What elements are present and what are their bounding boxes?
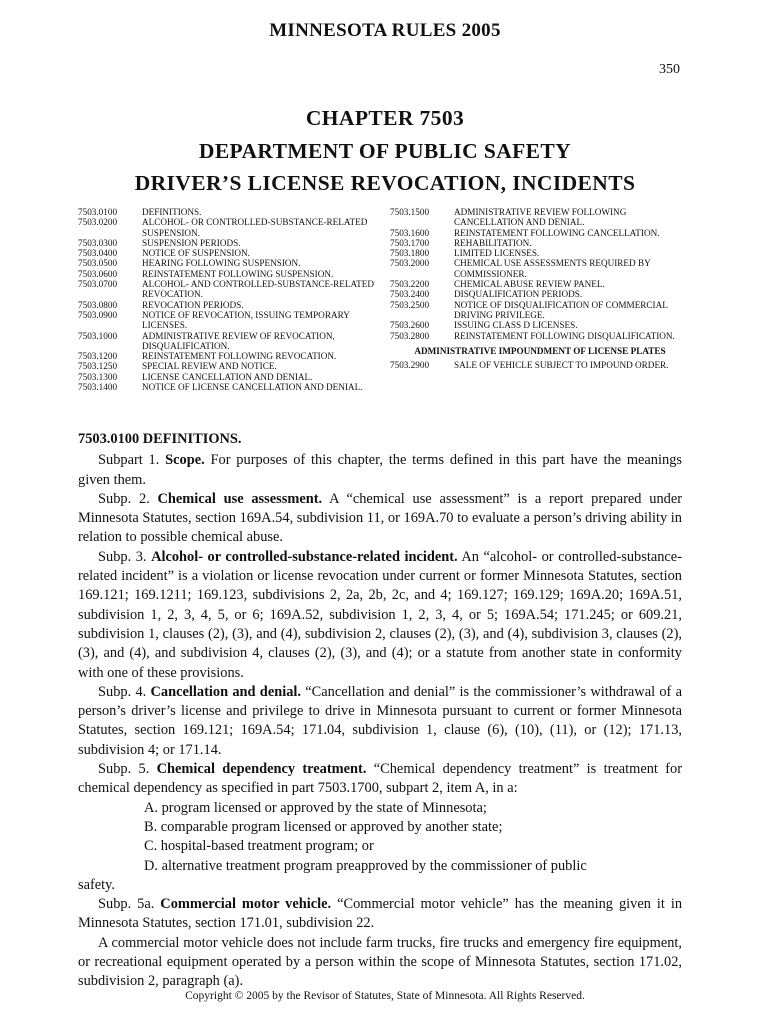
toc-entry-number: 7503.0900: [78, 309, 118, 320]
toc-entry-number: 7503.0300: [78, 237, 118, 248]
subpart-lead: Subp. 2.: [98, 490, 150, 507]
toc-entry-number: 7503.0700: [78, 279, 118, 290]
toc-entry-number: 7503.1700: [390, 237, 430, 248]
toc-entry-title: HEARING FOLLOWING SUSPENSION.: [142, 258, 301, 269]
toc-entry-title: REINSTATEMENT FOLLOWING DISQUALIFICATION.: [454, 330, 675, 341]
toc-entry-number: 7503.0100: [78, 207, 118, 217]
toc-entry-number: 7503.2500: [390, 299, 430, 310]
toc-entry-number: 7503.1800: [390, 248, 430, 259]
list-item: C. hospital-based treatment program; or: [144, 838, 374, 855]
toc-entry: [390, 279, 690, 289]
list-item-d-continued: safety.: [78, 876, 116, 893]
toc-entry-title: SUSPENSION PERIODS.: [142, 237, 241, 248]
running-head: MINNESOTA RULES 2005: [269, 20, 501, 41]
toc-entry-title: NOTICE OF SUSPENSION.: [142, 248, 250, 259]
subp-5a-lead: Subp. 5a.: [98, 896, 155, 913]
copyright-footer: Copyright © 2005 by the Revisor of Statutes, State of Minnesota. All Rights Reserved.: [185, 990, 585, 1002]
toc-entry-number: 7503.2600: [390, 320, 430, 331]
toc-entry-title: CHEMICAL USE ASSESSMENTS REQUIRED BY COMMISSIONER.: [454, 258, 651, 279]
toc-entry-title: ALCOHOL- OR CONTROLLED-SUBSTANCE-RELATED SUSPENSION.: [142, 217, 368, 238]
toc-entry: [390, 228, 690, 238]
subpart-text: A “chemical use assessment” is a report prepared under Minnesota Statutes, section 169A.54, subdivision 11, or 169A.70 to evaluate a person’s driving ability in relation to possible chemical abuse.: [78, 490, 683, 546]
subpart-paragraph: [78, 451, 682, 490]
subject-title: DRIVER’S LICENSE REVOCATION, INCIDENTS: [134, 171, 636, 195]
toc-entry-title: REVOCATION PERIODS.: [142, 299, 244, 310]
toc-entry-title: ISSUING CLASS D LICENSES.: [454, 320, 578, 331]
toc-entry: [78, 361, 378, 371]
body-text: [78, 430, 682, 992]
toc-entry-number: 7503.2900: [390, 360, 430, 371]
toc-entry-title: ALCOHOL- AND CONTROLLED-SUBSTANCE-RELATED REVOCATION.: [142, 279, 374, 300]
toc-entry-title: ADMINISTRATIVE REVIEW FOLLOWING CANCELLATION AND DENIAL.: [454, 207, 627, 228]
toc-entry-number: 7503.0400: [78, 248, 118, 259]
toc-subheading: ADMINISTRATIVE IMPOUNDMENT OF LICENSE PLATES: [414, 345, 666, 356]
toc-entry: [390, 360, 690, 370]
toc-entry-number: 7503.0500: [78, 258, 118, 269]
toc-entry-title: DEFINITIONS.: [142, 207, 202, 217]
toc-entry-title: DISQUALIFICATION PERIODS.: [454, 289, 583, 300]
subpart-paragraph: [78, 490, 682, 548]
toc-entry-number: 7503.1300: [78, 371, 118, 382]
toc-entry: [390, 300, 690, 321]
toc-entry: [78, 269, 378, 279]
subpart-text: “Cancellation and denial” is the commissioner’s withdrawal of a person’s driver’s license and privilege to drive in Minnesota pursuant to current or former Minnesota Statutes, section 169.121; 169A.54; 171.04, subdivision 1, clause (6), (10), (11), or (12); 171.13, subdivision 4; or 171.14.: [78, 683, 682, 758]
toc-entry-title: REHABILITATION.: [454, 237, 532, 248]
toc-entry-title: LIMITED LICENSES.: [454, 248, 540, 259]
toc-left-column: [78, 207, 378, 392]
toc-entry: [78, 382, 378, 392]
toc-entry-number: 7503.1600: [390, 227, 430, 238]
subpart-term: Cancellation and denial.: [150, 683, 301, 700]
subpart-paragraph: [78, 683, 682, 760]
toc-entry: [390, 331, 690, 341]
toc-entry-title: NOTICE OF LICENSE CANCELLATION AND DENIAL.: [142, 382, 363, 393]
toc-entry: [390, 207, 690, 228]
toc-entry: [78, 248, 378, 258]
subpart-term: Scope.: [165, 452, 205, 469]
toc-entry-number: 7503.1500: [390, 207, 430, 217]
toc-entry-title: SALE OF VEHICLE SUBJECT TO IMPOUND ORDER.: [454, 360, 669, 371]
toc-entry-number: 7503.2200: [390, 279, 430, 290]
toc-entry-title: REINSTATEMENT FOLLOWING REVOCATION.: [142, 351, 337, 362]
toc-entry: [78, 310, 378, 331]
toc-entry-number: 7503.0800: [78, 299, 118, 310]
toc-entry-number: 7503.1400: [78, 382, 118, 393]
toc-entry-title: NOTICE OF DISQUALIFICATION OF COMMERCIAL DRIVING PRIVILEGE.: [454, 299, 668, 320]
subpart-term: Chemical dependency treatment.: [156, 761, 367, 778]
subpart-text: An “alcohol- or controlled-substance-related incident” is a violation or license revocation under current or former Minnesota Statutes, section 169.121; 169.1211; 169.123, subdivisions 2, 2a, 2b, 2c, and 4; 169.127; 169.129; 169A.20; 169A.51, subdivision 1, 2, 3, 4, 5, or 6; 169A.52, subdivision 1, 2, 3, 4, or 5; 169A.54; 171.245; or 609.21, subdivision 1, clauses (2), (3), and (4), subdivision 2, clauses (2), (3), and (4), subdivision 3, clauses (2), (3), and (4), and subdivision 4, clauses (2), (3), and (4); or a statute from another state in conformity with one of these provisions.: [78, 548, 682, 681]
subpart-lead: Subpart 1.: [98, 452, 160, 469]
toc-entry-title: LICENSE CANCELLATION AND DENIAL.: [142, 371, 313, 382]
department-title: DEPARTMENT OF PUBLIC SAFETY: [198, 139, 572, 163]
toc-entry-number: 7503.0200: [78, 217, 118, 228]
toc-entry: [78, 238, 378, 248]
subp-5a: [78, 895, 682, 934]
toc-entry-number: 7503.1200: [78, 351, 118, 362]
toc-entry-number: 7503.1000: [78, 330, 118, 341]
subpart-lead: Subp. 3.: [98, 548, 147, 565]
toc-entry: [78, 258, 378, 268]
list-item-d: D. alternative treatment program preapproved by the commissioner of public: [144, 857, 587, 874]
list-item: A. program licensed or approved by the state of Minnesota;: [144, 799, 487, 816]
subpart-lead: Subp. 4.: [98, 683, 147, 700]
toc-entry: [390, 289, 690, 299]
subp-5a-text: “Commercial motor vehicle” has the meaning given it in Minnesota Statutes, section 171.01, subdivision 22.: [78, 896, 683, 932]
toc-entry: [78, 300, 378, 310]
toc-entry: [78, 207, 378, 217]
toc-entry-title: SPECIAL REVIEW AND NOTICE.: [142, 361, 277, 372]
toc-entry-title: CHEMICAL ABUSE REVIEW PANEL.: [454, 279, 605, 290]
toc-entry-number: 7503.2000: [390, 258, 430, 269]
toc-entry-title: ADMINISTRATIVE REVIEW OF REVOCATION, DISQUALIFICATION.: [142, 330, 335, 351]
subpart-text: For purposes of this chapter, the terms defined in this part have the meanings given them.: [78, 452, 682, 488]
toc-entry-number: 7503.2400: [390, 289, 430, 300]
toc-entry-title: REINSTATEMENT FOLLOWING CANCELLATION.: [454, 227, 660, 238]
subpart-text: “Chemical dependency treatment” is treatment for chemical dependency as specified in part 7503.1700, subpart 2, item A, in a:: [78, 761, 683, 797]
subpart-paragraph: [78, 548, 682, 683]
toc-entry: [390, 248, 690, 258]
toc-entry-title: REINSTATEMENT FOLLOWING SUSPENSION.: [142, 268, 334, 279]
toc-entry: [78, 217, 378, 238]
subpart-paragraph: [78, 760, 682, 799]
toc-entry: [78, 351, 378, 361]
toc-entry: [390, 258, 690, 279]
list-item: B. comparable program licensed or approved by another state;: [144, 818, 503, 835]
toc-entry: [390, 238, 690, 248]
section-heading: 7503.0100 DEFINITIONS.: [78, 431, 242, 447]
chapter-title: CHAPTER 7503: [305, 106, 465, 130]
toc-entry: [78, 372, 378, 382]
subp-5a-term: Commercial motor vehicle.: [160, 896, 332, 913]
toc-entry: [78, 331, 378, 352]
toc-entry-number: 7503.0600: [78, 268, 118, 279]
toc-entry-number: 7503.1250: [78, 361, 118, 372]
toc-entry-title: NOTICE OF REVOCATION, ISSUING TEMPORARY LICENSES.: [142, 309, 350, 331]
closing-paragraph: A commercial motor vehicle does not include farm trucks, fire trucks and emergency fire equipment, or recreational equipment operated by a person within the scope of Minnesota Statutes, section 171.02, subdivision 2, paragraph (a).: [78, 934, 682, 990]
toc-right-column: [390, 207, 690, 370]
toc-entry: [390, 320, 690, 330]
subpart-term: Alcohol- or controlled-substance-related incident.: [151, 548, 458, 565]
toc-entry: [78, 279, 378, 300]
toc-entry-number: 7503.2800: [390, 330, 430, 341]
subpart-term: Chemical use assessment.: [157, 490, 323, 507]
subpart-lead: Subp. 5.: [98, 761, 150, 778]
page-number: 350: [659, 62, 680, 77]
